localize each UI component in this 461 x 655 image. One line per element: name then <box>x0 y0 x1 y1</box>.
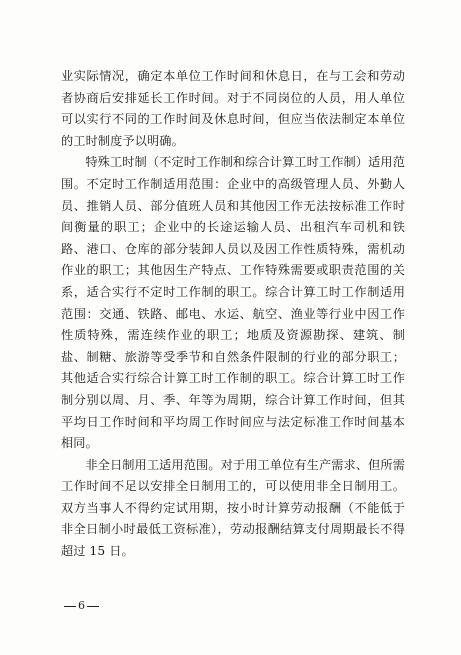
page-number-dash-right <box>87 606 99 607</box>
paragraph-special-work-hours: 特殊工时制（不定时工作制和综合计算工时工作制）适用范围。不定时工作制适用范围：企业中的高级管理人员、外勤人员、推销人员、部分值班人员和其他因工作无法按标准工作时间衡量的职工；企业中的长途运输人员、出租汽车司机和铁路、港口、仓库的部分装卸人员以及因工作性质特殊，需机动作业的职工；其他因生产特点、工作特殊需要或职责范围的关系，适合实行不定时工作制的职工。综合计算工时工作制适用范围：交通、铁路、邮电、水运、航空、渔业等行业中因工作性质特殊，需连续作业的职工；地质及资源勘探、建筑、制盐、制糖、旅游等受季节和自然条件限制的行业的部分职工；其他适合实行综合计算工时工作制的职工。综合计算工时工作制分别以周、月、季、年等为周期，综合计算工作时间，但其平均日工作时间和平均周工作时间应与法定标准工作时间基本相同。 <box>61 155 405 451</box>
document-body <box>61 66 405 563</box>
page-number: 6 <box>78 599 85 612</box>
paragraph-part-time-employment: 非全日制用工适用范围。对于用工单位有生产需求、但所需工作时间不足以安排全日制用工的，可以使用非全日制用工。双方当事人不得约定试用期，按小时计算劳动报酬（不能低于非全日制小时最低工资标准），劳动报酬结算支付周期最长不得超过 15 日。 <box>61 457 405 559</box>
page-number-footer <box>62 599 101 612</box>
page-number-dash-left <box>64 606 76 607</box>
paragraph-work-hours-continued: 业实际情况，确定本单位工作时间和休息日，在与工会和劳动者协商后安排延长工作时间。对于不同岗位的人员，用人单位可以实行不同的工作时间及休息时间，但应当依法制定本单位的工时制度予以明确。 <box>61 69 405 148</box>
